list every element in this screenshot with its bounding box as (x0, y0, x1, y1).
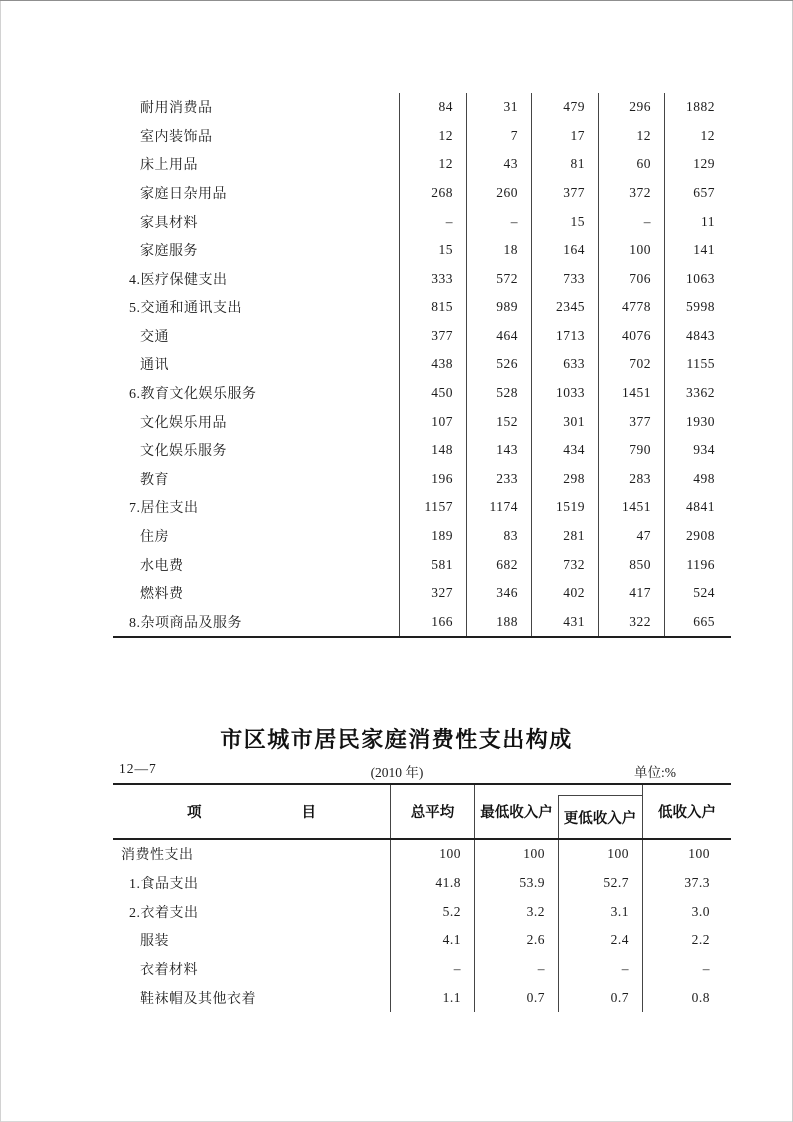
value-cell: 100 (390, 840, 474, 869)
column-header-overall-average: 总平均 (390, 785, 474, 838)
table-meta-line (113, 761, 731, 781)
value-cell: 431 (531, 607, 598, 636)
value-cell: 18 (466, 236, 531, 265)
value-cell: 12 (664, 122, 731, 151)
value-cell: 2908 (664, 522, 731, 551)
table-row (113, 407, 731, 436)
value-cell: 702 (598, 350, 664, 379)
table-row (113, 579, 731, 608)
value-cell: 0.8 (642, 983, 731, 1012)
value-cell: 0.7 (474, 983, 558, 1012)
value-cell: 2.4 (558, 926, 642, 955)
value-cell: 706 (598, 264, 664, 293)
row-label: 耐用消费品 (140, 101, 213, 117)
value-cell: 327 (399, 579, 466, 608)
value-cell: 1063 (664, 264, 731, 293)
value-cell: – (598, 207, 664, 236)
table-row (113, 897, 731, 926)
value-cell: 268 (399, 179, 466, 208)
row-label: 交通 (140, 329, 169, 345)
value-cell: 1157 (399, 493, 466, 522)
table-row (113, 293, 731, 322)
row-label: 文化娱乐服务 (140, 444, 227, 460)
table-row (113, 350, 731, 379)
row-label: 鞋袜帽及其他衣着 (140, 991, 256, 1007)
table-row (113, 93, 731, 122)
value-cell: 47 (598, 522, 664, 551)
row-label: 消费性支出 (121, 848, 194, 864)
value-cell: 572 (466, 264, 531, 293)
value-cell: 1155 (664, 350, 731, 379)
value-cell: 166 (399, 607, 466, 636)
value-cell: 3.2 (474, 897, 558, 926)
expenditure-table-continued (113, 93, 731, 638)
row-label: 通讯 (140, 358, 169, 374)
value-cell: 581 (399, 550, 466, 579)
value-cell: – (466, 207, 531, 236)
value-cell: 657 (664, 179, 731, 208)
value-cell: 402 (531, 579, 598, 608)
table-row (113, 465, 731, 494)
value-cell: 2345 (531, 293, 598, 322)
value-cell: 1.1 (390, 983, 474, 1012)
value-cell: 4.1 (390, 926, 474, 955)
column-header-low-income: 低收入户 (642, 785, 731, 838)
row-label: 7.居住支出 (129, 501, 199, 517)
value-cell: 196 (399, 465, 466, 494)
row-label: 4.医疗保健支出 (129, 272, 228, 288)
value-cell: 815 (399, 293, 466, 322)
table-title: 市区城市居民家庭消费性支出构成 (220, 727, 573, 752)
value-cell: 1196 (664, 550, 731, 579)
row-label: 水电费 (140, 558, 184, 574)
composition-table (113, 783, 731, 1012)
value-cell: 3362 (664, 379, 731, 408)
value-cell: 129 (664, 150, 731, 179)
value-cell: 790 (598, 436, 664, 465)
value-cell: 188 (466, 607, 531, 636)
table-row (113, 436, 731, 465)
table-row (113, 264, 731, 293)
row-label: 家庭日杂用品 (140, 187, 227, 203)
row-label: 燃料费 (140, 587, 184, 603)
value-cell: 377 (531, 179, 598, 208)
value-cell: 438 (399, 350, 466, 379)
value-cell: 41.8 (390, 869, 474, 898)
value-cell: 498 (664, 465, 731, 494)
table-row (113, 840, 731, 869)
value-cell: – (399, 207, 466, 236)
value-cell: 43 (466, 150, 531, 179)
value-cell: 53.9 (474, 869, 558, 898)
value-cell: 100 (558, 840, 642, 869)
value-cell: 52.7 (558, 869, 642, 898)
row-label: 床上用品 (140, 158, 198, 174)
table-row (113, 207, 731, 236)
value-cell: 434 (531, 436, 598, 465)
table-row (113, 607, 731, 636)
value-cell: 333 (399, 264, 466, 293)
value-cell: 3.0 (642, 897, 731, 926)
value-cell: 1930 (664, 407, 731, 436)
value-cell: 12 (598, 122, 664, 151)
row-label: 家具材料 (140, 215, 198, 231)
table-row (113, 236, 731, 265)
value-cell: 372 (598, 179, 664, 208)
value-cell: 850 (598, 550, 664, 579)
value-cell: 1451 (598, 379, 664, 408)
value-cell: 526 (466, 350, 531, 379)
value-cell: – (390, 955, 474, 984)
value-cell: 3.1 (558, 897, 642, 926)
value-cell: 233 (466, 465, 531, 494)
value-cell: 298 (531, 465, 598, 494)
table-row (113, 379, 731, 408)
value-cell: 2.6 (474, 926, 558, 955)
value-cell: 346 (466, 579, 531, 608)
value-cell: 81 (531, 150, 598, 179)
value-cell: 7 (466, 122, 531, 151)
value-cell: 934 (664, 436, 731, 465)
value-cell: 1713 (531, 322, 598, 351)
value-cell: – (474, 955, 558, 984)
table-row (113, 322, 731, 351)
value-cell: 15 (531, 207, 598, 236)
header-item-char: 项 (187, 805, 202, 821)
value-cell: 17 (531, 122, 598, 151)
value-cell: 633 (531, 350, 598, 379)
header-item-char: 目 (301, 805, 316, 821)
value-cell: 189 (399, 522, 466, 551)
row-label: 服装 (140, 934, 169, 950)
column-header-item (113, 785, 390, 838)
value-cell: 479 (531, 93, 598, 122)
table-row (113, 955, 731, 984)
row-label: 5.交通和通讯支出 (129, 301, 242, 317)
table-row (113, 983, 731, 1012)
value-cell: 15 (399, 236, 466, 265)
row-label: 家庭服务 (140, 244, 198, 260)
value-cell: 450 (399, 379, 466, 408)
value-cell: 732 (531, 550, 598, 579)
value-cell: 1033 (531, 379, 598, 408)
value-cell: 733 (531, 264, 598, 293)
row-label: 文化娱乐用品 (140, 415, 227, 431)
table-year-note: (2010 年) (370, 765, 424, 780)
row-label: 衣着材料 (140, 963, 198, 979)
value-cell: 100 (598, 236, 664, 265)
value-cell: 148 (399, 436, 466, 465)
value-cell: 528 (466, 379, 531, 408)
table-row (113, 522, 731, 551)
row-label: 教育 (140, 472, 169, 488)
value-cell: 107 (399, 407, 466, 436)
table-number: 12—7 (119, 761, 157, 776)
value-cell: 5.2 (390, 897, 474, 926)
value-cell: 4841 (664, 493, 731, 522)
value-cell: 60 (598, 150, 664, 179)
value-cell: 260 (466, 179, 531, 208)
value-cell: 143 (466, 436, 531, 465)
row-label: 1.食品支出 (129, 877, 199, 892)
value-cell: – (642, 955, 731, 984)
value-cell: 1882 (664, 93, 731, 122)
value-cell: 12 (399, 122, 466, 151)
table-row (113, 122, 731, 151)
value-cell: 83 (466, 522, 531, 551)
composition-table-body (113, 840, 731, 1012)
value-cell: 417 (598, 579, 664, 608)
value-cell: 100 (642, 840, 731, 869)
value-cell: 31 (466, 93, 531, 122)
value-cell: 164 (531, 236, 598, 265)
value-cell: 665 (664, 607, 731, 636)
composition-table-header (113, 785, 731, 840)
value-cell: 283 (598, 465, 664, 494)
value-cell: 464 (466, 322, 531, 351)
value-cell: 152 (466, 407, 531, 436)
value-cell: 12 (399, 150, 466, 179)
value-cell: 377 (399, 322, 466, 351)
value-cell: 37.3 (642, 869, 731, 898)
value-cell: 989 (466, 293, 531, 322)
table-row (113, 869, 731, 898)
row-label: 8.杂项商品及服务 (129, 615, 242, 631)
value-cell: 1451 (598, 493, 664, 522)
value-cell: 2.2 (642, 926, 731, 955)
value-cell: 11 (664, 207, 731, 236)
value-cell: 141 (664, 236, 731, 265)
value-cell: 4778 (598, 293, 664, 322)
column-header-lowest-income: 最低收入户 (474, 785, 558, 838)
table-row (113, 550, 731, 579)
value-cell: 5998 (664, 293, 731, 322)
value-cell: 1519 (531, 493, 598, 522)
value-cell: 377 (598, 407, 664, 436)
column-header-even-lower-income: 更低收入户 (558, 785, 642, 838)
value-cell: – (558, 955, 642, 984)
table-row (113, 179, 731, 208)
value-cell: 100 (474, 840, 558, 869)
row-label: 住房 (140, 529, 169, 545)
table-row (113, 493, 731, 522)
value-cell: 301 (531, 407, 598, 436)
table-row (113, 926, 731, 955)
table-row (113, 150, 731, 179)
value-cell: 296 (598, 93, 664, 122)
row-label: 2.衣着支出 (129, 905, 199, 921)
value-cell: 682 (466, 550, 531, 579)
value-cell: 322 (598, 607, 664, 636)
value-cell: 1174 (466, 493, 531, 522)
row-label: 室内装饰品 (140, 129, 213, 145)
value-cell: 84 (399, 93, 466, 122)
value-cell: 0.7 (558, 983, 642, 1012)
row-label: 6.教育文化娱乐服务 (129, 387, 257, 403)
value-cell: 281 (531, 522, 598, 551)
value-cell: 4843 (664, 322, 731, 351)
value-cell: 524 (664, 579, 731, 608)
unit-note: 单位:% (634, 765, 676, 780)
value-cell: 4076 (598, 322, 664, 351)
